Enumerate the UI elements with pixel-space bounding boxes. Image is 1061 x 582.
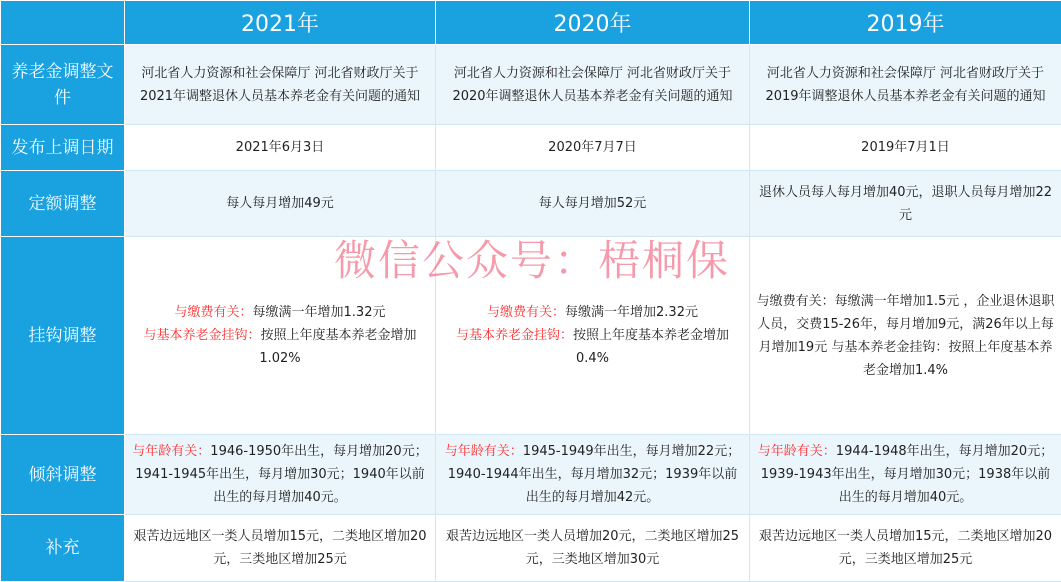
extra-cell-2021: 艰苦边远地区一类人员增加15元，二类地区增加20元，三类地区增加25元 — [125, 515, 436, 582]
fixed-row — [1, 171, 1061, 237]
date-cell-2020: 2020年7月7日 — [436, 125, 750, 171]
header-row — [1, 1, 1061, 45]
linked-row — [1, 237, 1061, 435]
linked-text-2019: 与缴费有关：每缴满一年增加1.5元 ，企业退休退职人员，交费15-26年，每月增加9元，满26年以上每月增加19元 与基本养老金挂钩：按照上年度基本养老金增加1.4% — [757, 294, 1055, 378]
row-label-extra: 补充 — [1, 515, 125, 582]
wechat-watermark: 微信公众号：梧桐保 — [334, 228, 730, 288]
age-text: 1945-1949年出生，每月增加22元；1940-1944年出生，每月增加32元；1939年以前出生的每月增加42元。 — [448, 444, 740, 505]
age-prefix: 与年龄有关： — [758, 444, 836, 459]
linked-cell-2021 — [125, 237, 436, 435]
age-text: 1944-1948年出生，每月增加20元；1939-1943年出生，每月增加30元；1938年以前出生的每月增加40元。 — [761, 444, 1053, 505]
date-row — [1, 125, 1061, 171]
contribution-prefix: 与缴费有关： — [175, 305, 253, 320]
pension-link-prefix: 与基本养老金挂钩： — [143, 328, 260, 343]
date-cell-2021: 2021年6月3日 — [125, 125, 436, 171]
linked-cell-2020 — [436, 237, 750, 435]
row-label-linked: 挂钩调整 — [1, 237, 125, 435]
year-header-2019: 2019年 — [750, 1, 1061, 45]
year-header-2020: 2020年 — [436, 1, 750, 45]
pension-link-text: 按照上年度基本养老金增加0.4% — [573, 328, 729, 366]
extra-cell-2020: 艰苦边远地区一类人员增加20元，二类地区增加25元，三类地区增加30元 — [436, 515, 750, 582]
fixed-cell-2021: 每人每月增加49元 — [125, 171, 436, 237]
tilt-row — [1, 435, 1061, 515]
row-label-fixed: 定额调整 — [1, 171, 125, 237]
age-prefix: 与年龄有关： — [445, 444, 523, 459]
contribution-prefix: 与缴费有关： — [487, 305, 565, 320]
fixed-cell-2020: 每人每月增加52元 — [436, 171, 750, 237]
age-prefix: 与年龄有关： — [132, 444, 210, 459]
document-row — [1, 45, 1061, 125]
date-cell-2019: 2019年7月1日 — [750, 125, 1061, 171]
row-label-date: 发布上调日期 — [1, 125, 125, 171]
tilt-cell-2021 — [125, 435, 436, 515]
document-cell-2019: 河北省人力资源和社会保障厅 河北省财政厅关于2019年调整退休人员基本养老金有关问题的通知 — [750, 45, 1061, 125]
tilt-cell-2020 — [436, 435, 750, 515]
extra-row — [1, 515, 1061, 582]
row-label-document: 养老金调整文件 — [1, 45, 125, 125]
age-text: 1946-1950年出生，每月增加20元；1941-1945年出生，每月增加30元；1940年以前出生的每月增加40元。 — [135, 444, 427, 505]
corner-cell — [1, 1, 125, 45]
pension-link-text: 按照上年度基本养老金增加1.02% — [259, 328, 416, 366]
row-label-tilt: 倾斜调整 — [1, 435, 125, 515]
fixed-cell-2019: 退休人员每人每月增加40元，退职人员每月增加22元 — [750, 171, 1061, 237]
document-cell-2021: 河北省人力资源和社会保障厅 河北省财政厅关于2021年调整退休人员基本养老金有关问题的通知 — [125, 45, 436, 125]
year-header-2021: 2021年 — [125, 1, 436, 45]
document-cell-2020: 河北省人力资源和社会保障厅 河北省财政厅关于2020年调整退休人员基本养老金有关问题的通知 — [436, 45, 750, 125]
linked-cell-2019 — [750, 237, 1061, 435]
tilt-cell-2019 — [750, 435, 1061, 515]
contribution-text: 每缴满一年增加1.32元 — [253, 305, 386, 320]
pension-link-prefix: 与基本养老金挂钩： — [456, 328, 573, 343]
extra-cell-2019: 艰苦边远地区一类人员增加15元，二类地区增加20元，三类地区增加25元 — [750, 515, 1061, 582]
contribution-text: 每缴满一年增加2.32元 — [565, 305, 698, 320]
